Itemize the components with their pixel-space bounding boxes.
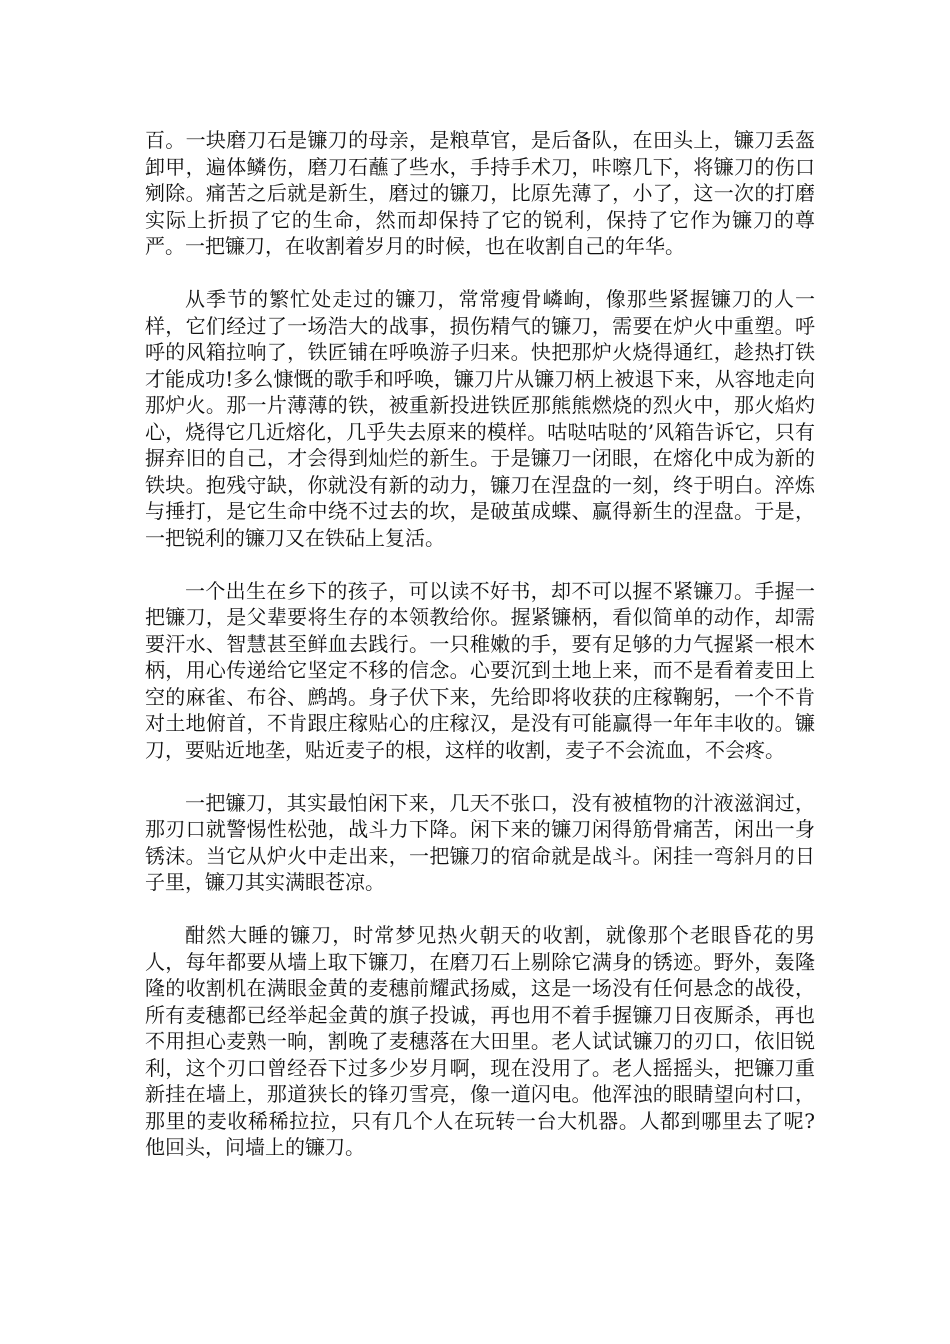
paragraph-1: 百。一块磨刀石是镰刀的母亲，是粮草官，是后备队，在田头上，镰刀丢盔卸甲，遍体鳞伤，磨刀石蘸了些水，手持手术刀，咔嚓几下，将镰刀的伤口剜除。痛苦之后就是新生，磨过的镰刀，比原先薄了，小了，这一次的打磨实际上折损了它的生命，然而却保持了它的锐利，保持了它作为镰刀的尊严。一把镰刀，在收割着岁月的时候，也在收割自己的年华。 xyxy=(145,128,815,258)
paragraph-4: 一把镰刀，其实最怕闲下来，几天不张口，没有被植物的汁液滋润过，那刃口就警惕性松弛，战斗力下降。闲下来的镰刀闲得筋骨痛苦，闲出一身锈沫。当它从炉火中走出来，一把镰刀的宿命就是战斗。闲挂一弯斜月的日子里，镰刀其实满眼苍凉。 xyxy=(145,790,815,894)
article-body xyxy=(145,127,815,1187)
paragraph-5: 酣然大睡的镰刀，时常梦见热火朝天的收割，就像那个老眼昏花的男人，每年都要从墙上取下镰刀，在磨刀石上剔除它满身的锈迹。野外，轰隆隆的收割机在满眼金黄的麦穗前耀武扬威，这是一场没有任何悬念的战役，所有麦穗都已经举起金黄的旗子投诚，再也用不着手握镰刀日夜厮杀，再也不用担心麦熟一晌，割晚了麦穗落在大田里。老人试试镰刀的刃口，依旧锐利，这个刃口曾经吞下过多少岁月啊，现在没用了。老人摇摇头，把镰刀重新挂在墙上，那道狭长的锋刃雪亮，像一道闪电。他浑浊的眼睛望向村口，那里的麦收稀稀拉拉，只有几个人在玩转一台大机器。人都到哪里去了呢?他回头，问墙上的镰刀。 xyxy=(145,923,815,1159)
paragraph-3: 一个出生在乡下的孩子，可以读不好书，却不可以握不紧镰刀。手握一把镰刀，是父辈要将生存的本领教给你。握紧镰柄，看似简单的动作，却需要汗水、智慧甚至鲜血去践行。一只稚嫩的手，要有足够的力气握紧一根木柄，用心传递给它坚定不移的信念。心要沉到土地上来，而不是看着麦田上空的麻雀、布谷、鹧鸪。身子伏下来，先给即将收获的庄稼鞠躬，一个不肯对土地俯首，不肯跟庄稼贴心的庄稼汉，是没有可能赢得一年年丰收的。镰刀，要贴近地垄，贴近麦子的根，这样的收割，麦子不会流血，不会疼。 xyxy=(145,578,815,762)
paragraph-2: 从季节的繁忙处走过的镰刀，常常瘦骨嶙峋，像那些紧握镰刀的人一样，它们经过了一场浩大的战事，损伤精气的镰刀，需要在炉火中重塑。呼呼的风箱拉响了，铁匠铺在呼唤游子归来。快把那炉火烧得通红，趁热打铁才能成功!多么慷慨的歌手和呼唤，镰刀片从镰刀柄上被退下来，从容地走向那炉火。那一片薄薄的铁，被重新投进铁匠那熊熊燃烧的烈火中，那火焰灼心，烧得它几近熔化，几乎失去原来的模样。咕哒咕哒的’风箱告诉它，只有摒弃旧的自己，才会得到灿烂的新生。于是镰刀一闭眼，在熔化中成为新的铁块。抱残守缺，你就没有新的动力，镰刀在涅盘的一刻，终于明白。淬炼与捶打，是它生命中绕不过去的坎，是破茧成蝶、赢得新生的涅盘。于是，一把锐利的镰刀又在铁砧上复活。 xyxy=(145,287,815,550)
